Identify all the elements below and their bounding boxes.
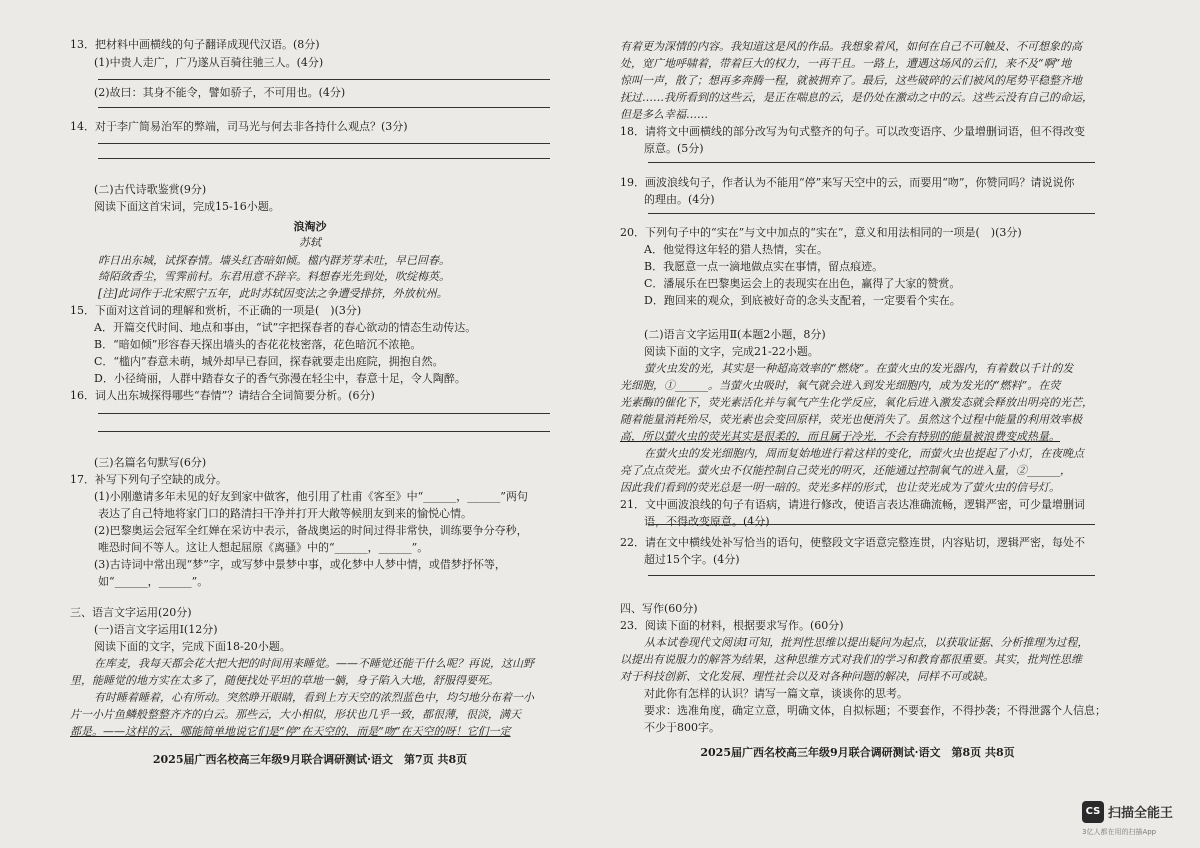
page-footer: 2025届广西名校高三年级9月联合调研测试·语文 第7页 共8页 [152,753,468,766]
answer-line [648,213,1095,214]
text-line: 以提出有说服力的解答为结果，这种思维方式对我们的学习和教育都很重要。其实，批判性思维 [620,653,1082,666]
text-line: 23．阅读下面的材料，根据要求写作。(60分) [620,619,844,632]
text-line: 在库麦，我每天都会花大把大把的时间用来睡觉。——不睡觉还能干什么呢？再说，这山野 [94,657,534,670]
text-line: 对此你有怎样的认识？请写一篇文章，谈谈你的思考。 [644,687,908,700]
text-line: 超过15个字。(4分) [644,553,740,566]
text-line: 有时睡着睡着，心有所动。突然睁开眼睛，看到上方天空的浓烈蓝色中，均匀地分布着一小 [94,691,534,704]
text-line: 20．下列句子中的“实在”与文中加点的“实在”，意义和用法相同的一项是( )(3分) [620,226,1022,239]
text-line: C．潘展乐在巴黎奥运会上的表现实在出色，赢得了大家的赞赏。 [644,277,961,290]
text-line: 光素酶的催化下，荧光素活化并与氧气产生化学反应，氧化后进入激发态就会释放出明亮的光芒， [620,396,1093,409]
text-line: B．“暗如倾”形容春天探出墙头的杏花花枝密落，花色暗沉不浓艳。 [94,338,422,351]
page-footer: 2025届广西名校高三年级9月联合调研测试·语文 第8页 共8页 [700,746,1015,759]
text-line: (2)故曰：其身不能令，譬如骄子，不可用也。(4分) [94,86,346,99]
answer-line [98,107,550,108]
text-line: 阅读下面的文字，完成下面18-20小题。 [94,640,291,653]
answer-line [98,413,550,414]
text-line: D．跑回来的观众，到底被好奇的念头支配着，一定要看个实在。 [644,294,961,307]
exam-page-7 [70,0,550,848]
text-line: (1)小刚邀请多年未见的好友到家中做客，他引用了杜甫《客至》中“______，______”两句 [94,490,528,503]
text-line: 有着更为深情的内容。我知道这是风的作品。我想象着风，如何在自己不可触及、不可想象的高 [620,40,1082,53]
text-line: 片一小片鱼鳞般整整齐齐的白云。那些云，大小相似，形状也几乎一致，都很薄，很淡，满天 [70,708,521,721]
text-line: B．我愿意一点一滴地做点实在事情，留点痕迹。 [644,260,884,273]
text-line: (二)语言文字运用Ⅱ(本题2小题，8分) [644,328,826,341]
text-line: 里，能睡觉的地方实在太多了，随便找处平坦的草地一躺，身子陷入大地，舒服得要死。 [70,674,499,687]
text-line: 如“______，______”。 [98,575,209,588]
text-line: (2)巴黎奥运会冠军全红婵在采访中表示，备战奥运的时间过得非常快，训练要争分夺秒， [94,524,528,537]
text-line: 光细胞，①______。当萤火虫吸时，氧气就会进入到发光细胞内，成为发光的“燃料”。在荧 [620,379,1061,392]
text-line: 处，宽广地呼啸着，带着巨大的权力，一再干且。一路上，遭遇这场风的云们，来不及“啊”地 [620,57,1072,70]
text-line: 随着能量消耗殆尽，荧光素也会变回原样，荧光也便消失了。虽然这个过程中能量的利用效率极 [620,413,1082,426]
text-line: 19．画波浪线句子，作者认为不能用“停”来写天空中的云，而要用“吻”，你赞同吗？请说说你 [620,176,1075,189]
text-line: 阅读下面这首宋词，完成15-16小题。 [94,200,280,213]
text-line: 15．下面对这首词的理解和赏析，不正确的一项是( )(3分) [70,304,362,317]
text-line: (3)古诗词中常出现“梦”字，或写梦中景梦中事，或化梦中人梦中情，或借梦抒怀等， [94,558,506,571]
text-line: (1)中贵人走广，广乃遂从百骑往驰三人。(4分) [94,56,324,69]
camscanner-name: 扫描全能王 [1108,806,1174,821]
answer-line [648,524,1095,525]
text-line: A．开篇交代时间、地点和事由，“试”字把探春者的春心欲动的情态生动传达。 [94,321,477,334]
text-line: 绮陌敛香尘，雪霁前村。东君用意不辞辛。料想春光先到处，吹绽梅英。 [98,270,450,283]
camscanner-logo-icon: CS [1082,801,1104,823]
text-line: 从本试卷现代文阅读Ⅰ可知，批判性思维以提出疑问为起点，以获取证据、分析推理为过程， [644,636,1089,649]
text-line: 22．请在文中横线处补写恰当的语句，使整段文字语意完整连贯，内容贴切，逻辑严密，每处不 [620,536,1085,549]
text-line: 三、语言文字运用(20分) [70,606,192,619]
exam-page-8 [620,0,1106,848]
answer-line [98,143,550,144]
text-line: 语，不得改变原意。(4分) [644,515,770,528]
text-line: D．小径绮丽，人群中踏春女子的香气弥漫在轻尘中，春意十足，令人陶醉。 [94,372,466,385]
text-line: [注]此词作于北宋熙宁五年，此时苏轼因变法之争遭受排挤，外放杭州。 [98,287,448,300]
text-line: 表达了自己特地将家门口的路清扫干净并打开大敞等候朋友到来的愉悦心情。 [98,507,472,520]
text-line: 不少于800字。 [644,721,720,734]
answer-line [98,158,550,159]
text-line: 唯恐时间不等人。这让人想起屈原《离骚》中的“______，______”。 [98,541,429,554]
text-line: (二)古代诗歌鉴赏(9分) [94,183,207,196]
text-line: C．“槛内”春意未萌，城外却早已春回，探春就要走出庭院，拥抱自然。 [94,355,444,368]
text-line: 但是多么幸福…… [620,108,708,121]
text-line: 要求：选准角度，确定立意，明确文体，自拟标题；不要套作，不得抄袭；不得泄露个人信息； [644,704,1106,717]
text-line: 抚过……我所看到的这些云，是正在喘息的云，是仍处在激动之中的云。这些云没有自己的命运， [620,91,1093,104]
text-line: 昨日出东城，试探春情。墙头红杏暗如倾。槛内群芳芽未吐，早已回春。 [98,254,450,267]
answer-line [648,575,1095,576]
text-line: 都是。——这样的云，哪能简单地说它们是“停”在天空的，而是“吻”在天空的呀！它们一定 [70,725,511,738]
text-line: 在萤火虫的发光细胞内，周而复始地进行着这样的变化，而萤火虫也提起了小灯，在夜晚点 [644,447,1084,460]
text-line: 惊叫一声，散了；想再多奔腾一程，就被拥弃了。最后，这些破碎的云们被风的尾势平稳整齐地 [620,74,1082,87]
text-line: 阅读下面的文字，完成21-22小题。 [644,345,819,358]
text-line: 的理由。(4分) [644,193,715,206]
text-line: (一)语言文字运用Ⅰ(12分) [94,623,218,636]
text-line: 21．文中画波浪线的句子有语病，请进行修改，使语言表达准确流畅，逻辑严密，可少量增删词 [620,498,1085,511]
text-line: 16．词人出东城探得哪些“春情”？请结合全词简要分析。(6分) [70,389,375,402]
text-line: 17．补写下列句子空缺的成分。 [70,473,227,486]
text-line: 高，所以萤火虫的荧光其实是很柔的，而且属于冷光，不会有特别的能量被浪费变成热量。 [620,430,1060,443]
text-line: (三)名篇名句默写(6分) [94,456,207,469]
text-line: 浪淘沙 [293,220,327,233]
text-line: 对于科技创新、文化发展、理性社会以及对各种问题的解决，同样不可或缺。 [620,670,994,683]
text-line: 亮了点点荧光。萤火虫不仅能控制自己荧光的明灭，还能通过控制氧气的进入量，②______， [620,464,1071,477]
text-line: 14．对于李广简易治军的弊端，司马光与何去非各持什么观点？(3分) [70,120,408,133]
answer-line [98,79,550,80]
camscanner-tagline: 3亿人都在用的扫描App [1082,828,1157,836]
text-line: 四、写作(60分) [620,602,698,615]
answer-line [648,162,1095,163]
camscanner-watermark [1078,797,1198,842]
text-line: 原意。(5分) [644,142,704,155]
answer-line [98,431,550,432]
text-line: 苏轼 [299,236,321,249]
text-line: 18．请将文中画横线的部分改写为句式整齐的句子。可以改变语序、少量增删词语，但不得改变 [620,125,1085,138]
text-line: 萤火虫发的光，其实是一种超高效率的“燃烧”。在萤火虫的发光器内，有着数以千计的发 [644,362,1074,375]
text-line: 13．把材料中画横线的句子翻译成现代汉语。(8分) [70,38,320,51]
text-line: A．他觉得这年轻的猎人热情，实在。 [644,243,828,256]
text-line: 因此我们看到的荧光总是一明一暗的。荧光多样的形式，也让荧光成为了萤火虫的信号灯。 [620,481,1060,494]
